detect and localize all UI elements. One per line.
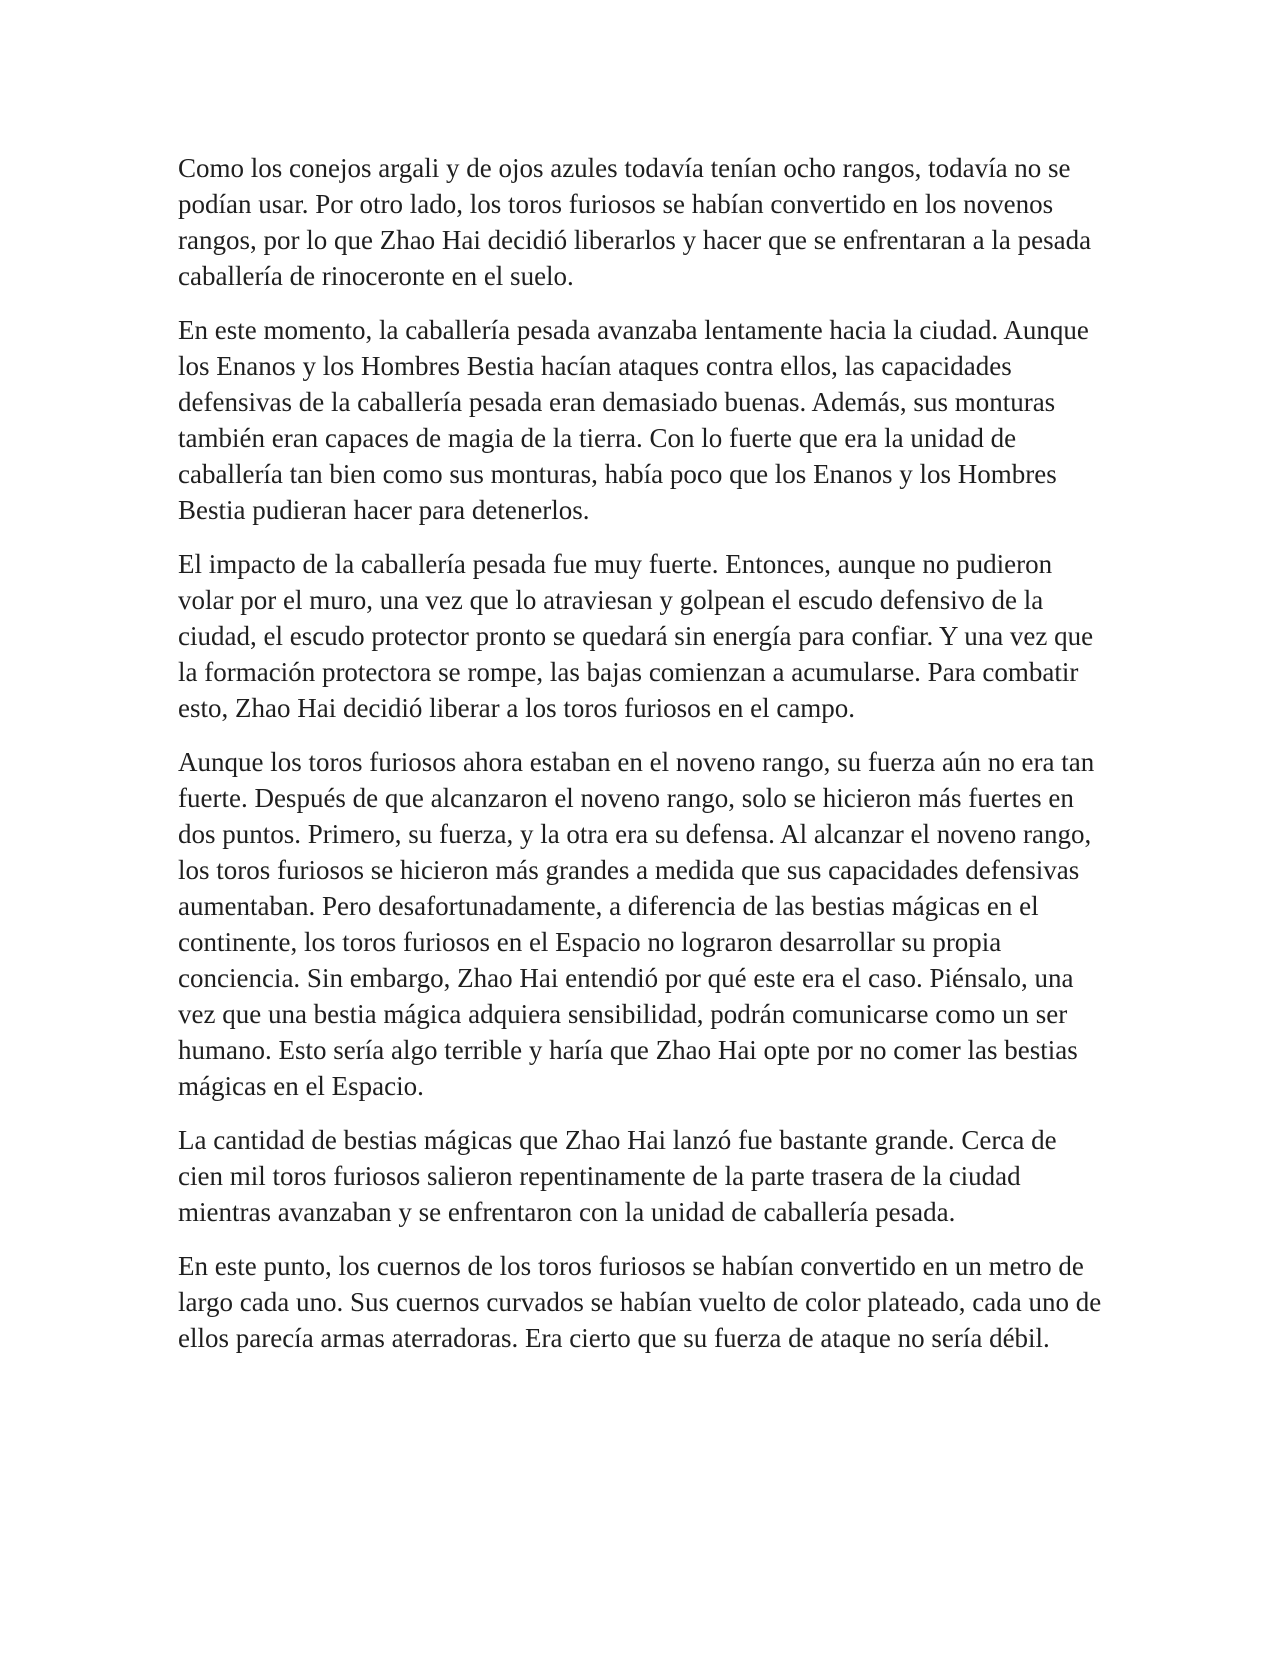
paragraph-6: En este punto, los cuernos de los toros furiosos se habían convertido en un metro de largo cada uno. Sus cuernos curvados se habían vuelto de color plateado, cada uno de ellos parecía armas aterradoras. Era cierto que su fuerza de ataque no sería débil. <box>178 1251 1102 1353</box>
paragraph-4: Aunque los toros furiosos ahora estaban en el noveno rango, su fuerza aún no era tan fuerte. Después de que alcanzaron el noveno rango, solo se hicieron más fuertes en dos puntos. Primero, su fuerza, y la otra era su defensa. Al alcanzar el noveno rango, los toros furiosos se hicieron más grandes a medida que sus capacidades defensivas aumentaban. Pero desafortunadamente, a diferencia de las bestias mágicas en el continente, los toros furiosos en el Espacio no lograron desarrollar su propia conciencia. Sin embargo, Zhao Hai entendió por qué este era el caso. Piénsalo, una vez que una bestia mágica adquiera sensibilidad, podrán comunicarse como un ser humano. Esto sería algo terrible y haría que Zhao Hai opte por no comer las bestias mágicas en el Espacio. <box>178 747 1095 1101</box>
paragraph-5: La cantidad de bestias mágicas que Zhao Hai lanzó fue bastante grande. Cerca de cien mil toros furiosos salieron repentinamente de la parte trasera de la ciudad mientras avanzaban y se enfrentaron con la unidad de caballería pesada. <box>178 1125 1057 1227</box>
paragraph-1: Como los conejos argali y de ojos azules todavía tenían ocho rangos, todavía no se podían usar. Por otro lado, los toros furiosos se habían convertido en los novenos rangos, por lo que Zhao Hai decidió liberarlos y hacer que se enfrentaran a la pesada caballería de rinoceronte en el suelo. <box>178 153 1092 291</box>
paragraph-3: El impacto de la caballería pesada fue muy fuerte. Entonces, aunque no pudieron volar por el muro, una vez que lo atraviesan y golpean el escudo defensivo de la ciudad, el escudo protector pronto se quedará sin energía para confiar. Y una vez que la formación protectora se rompe, las bajas comienzan a acumularse. Para combatir esto, Zhao Hai decidió liberar a los toros furiosos en el campo. <box>178 549 1094 723</box>
paragraph-2: En este momento, la caballería pesada avanzaba lentamente hacia la ciudad. Aunque los Enanos y los Hombres Bestia hacían ataques contra ellos, las capacidades defensivas de la caballería pesada eran demasiado buenas. Además, sus monturas también eran capaces de magia de la tierra. Con lo fuerte que era la unidad de caballería tan bien como sus monturas, había poco que los Enanos y los Hombres Bestia pudieran hacer para detenerlos. <box>178 315 1089 525</box>
document-body <box>178 150 1108 1374</box>
